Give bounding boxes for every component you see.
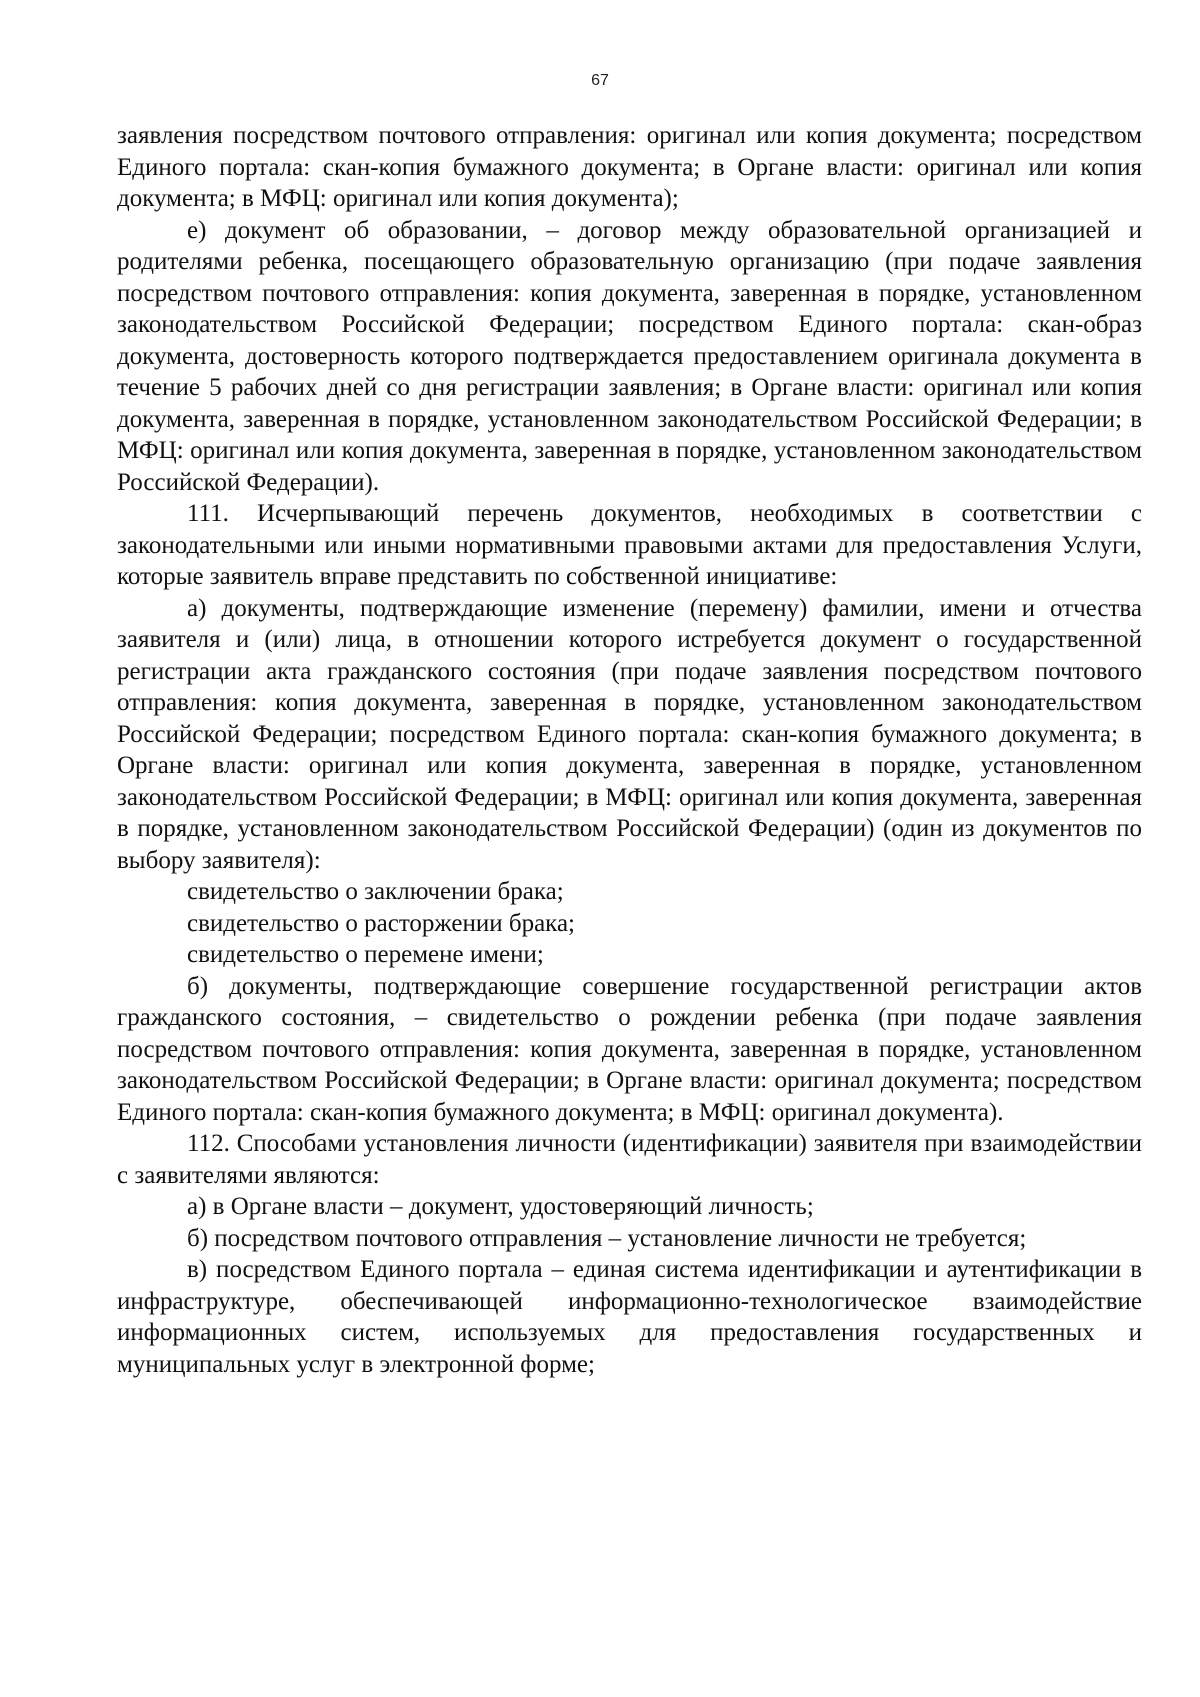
paragraph: б) документы, подтверждающие совершение государственной регистрации актов гражданского состояния, – свидетельство о рождении ребенка (при подаче заявления посредством почтового отправления: копия документа, заверенная в порядке, установленном законодательством Российской Федерации; в Органе власти: оригинал документа; посредством Единого портала: скан-копия бумажного документа; в МФЦ: оригинал документа). [117, 972, 1142, 1126]
page-number: 67 [591, 72, 609, 89]
list-item: в) посредством Единого портала – единая система идентификации и аутентификации в инфраструктуре, обеспечивающей информационно-технологическое взаимодействие информационных систем, используемых для предоставления государственных и муниципальных услуг в электронной форме; [117, 1256, 1142, 1378]
paragraph: заявления посредством почтового отправления: оригинал или копия документа; посредством Единого портала: скан-копия бумажного документа; в Органе власти: оригинал или копия документа; в МФЦ: оригинал или копия документа); [117, 122, 1142, 212]
paragraph: 112. Способами установления личности (идентификации) заявителя при взаимодействии с заявителями являются: [117, 1130, 1142, 1189]
document-body [117, 120, 1142, 1380]
list-item: свидетельство о расторжении брака; [187, 909, 575, 937]
list-item: б) посредством почтового отправления – установление личности не требуется; [187, 1224, 1027, 1252]
list-item: свидетельство о перемене имени; [187, 941, 544, 968]
list-item: свидетельство о заключении брака; [187, 878, 564, 905]
paragraph: 111. Исчерпывающий перечень документов, необходимых в соответствии с законодательными или иными нормативными правовыми актами для предоставления Услуги, которые заявитель вправе представить по собственной инициативе: [117, 500, 1142, 590]
list-item: а) в Органе власти – документ, удостоверяющий личность; [187, 1193, 814, 1220]
paragraph: е) документ об образовании, – договор между образовательной организацией и родителями ребенка, посещающего образовательную организацию (при подаче заявления посредством почтового отправления: копия документа, заверенная в порядке, установленном законодательством Российской Федерации; посредством Единого портала: скан-образ документа, достоверность которого подтверждается предоставлением оригинала документа в течение 5 рабочих дней со дня регистрации заявления; в Органе власти: оригинал или копия документа, заверенная в порядке, установленном законодательством Российской Федерации; в МФЦ: оригинал или копия документа, заверенная в порядке, установленном законодательством Российской Федерации). [117, 216, 1142, 496]
paragraph: а) документы, подтверждающие изменение (перемену) фамилии, имени и отчества заявителя и (или) лица, в отношении которого истребуется документ о государственной регистрации акта гражданского состояния (при подаче заявления посредством почтового отправления: копия документа, заверенная в порядке, установленном законодательством Российской Федерации; посредством Единого портала: скан-копия бумажного документа; в Органе власти: оригинал или копия документа, заверенная в порядке, установленном законодательством Российской Федерации; в МФЦ: оригинал или копия документа, заверенная в порядке, установленном законодательством Российской Федерации) (один из документов по выбору заявителя): [117, 594, 1142, 874]
